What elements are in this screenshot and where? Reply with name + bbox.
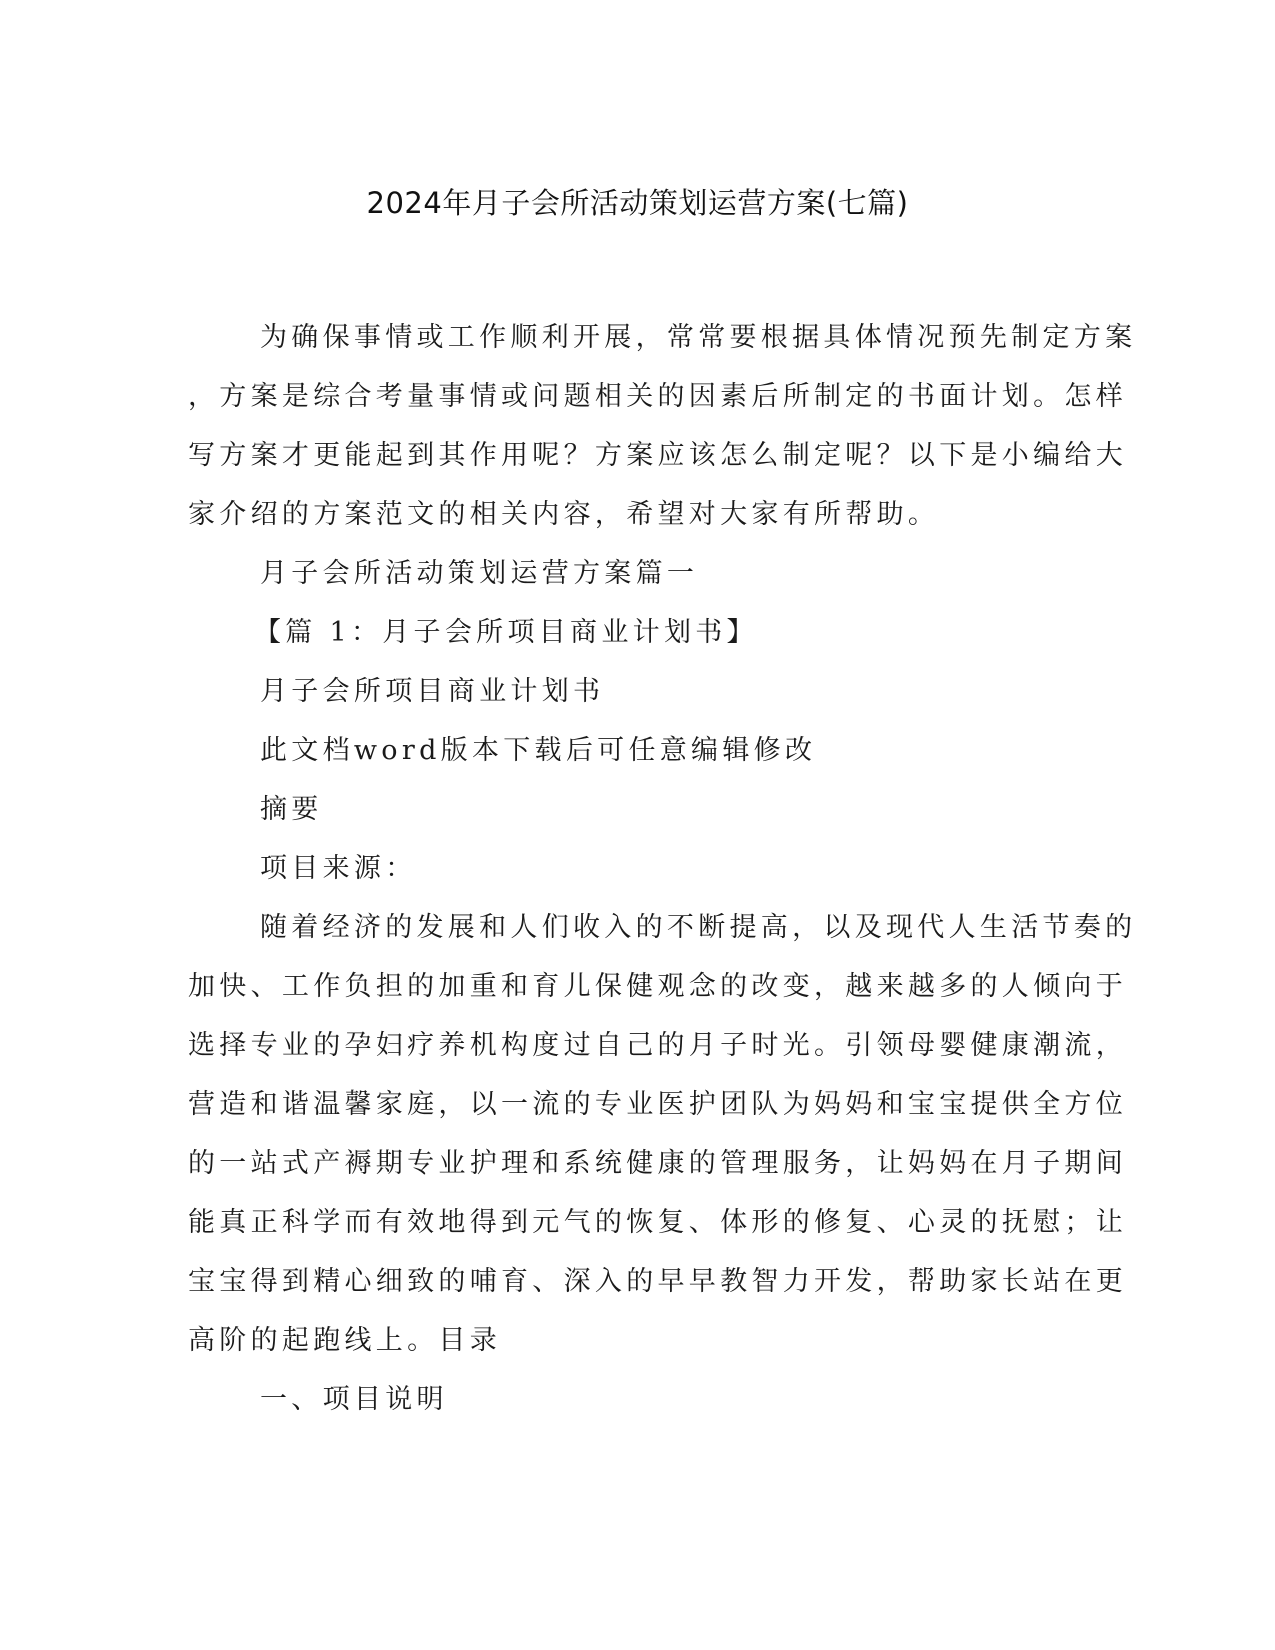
chapter-label: 【篇 1：月子会所项目商业计划书】 <box>254 617 758 648</box>
section-heading: 月子会所活动策划运营方案篇一 <box>260 558 699 589</box>
body-line-6: 能真正科学而有效地得到元气的恢复、体形的修复、心灵的抚慰；让 <box>188 1207 1127 1238</box>
body-line-5: 的一站式产褥期专业护理和系统健康的管理服务，让妈妈在月子期间 <box>188 1148 1127 1179</box>
body-line-3: 选择专业的孕妇疗养机构度过自己的月子时光。引领母婴健康潮流， <box>188 1030 1127 1061</box>
source-label: 项目来源： <box>260 853 417 884</box>
abstract-label: 摘要 <box>260 794 323 825</box>
intro-line-4: 家介绍的方案范文的相关内容，希望对大家有所帮助。 <box>188 499 940 530</box>
intro-line-3: 写方案才更能起到其作用呢？方案应该怎么制定呢？以下是小编给大 <box>188 440 1127 471</box>
edit-note: 此文档word版本下载后可任意编辑修改 <box>260 735 817 766</box>
body-line-2: 加快、工作负担的加重和育儿保健观念的改变，越来越多的人倾向于 <box>188 971 1127 1002</box>
body-line-8: 高阶的起跑线上。目录 <box>188 1325 501 1356</box>
intro-line-1: 为确保事情或工作顺利开展，常常要根据具体情况预先制定方案 <box>260 322 1137 353</box>
body-line-1: 随着经济的发展和人们收入的不断提高，以及现代人生活节奏的 <box>260 912 1137 943</box>
plan-title: 月子会所项目商业计划书 <box>260 676 605 707</box>
toc-item-1: 一、项目说明 <box>260 1384 448 1415</box>
document-title: 2024年月子会所活动策划运营方案(七篇) <box>366 186 909 220</box>
intro-line-2: ，方案是综合考量事情或问题相关的因素后所制定的书面计划。怎样 <box>188 381 1127 412</box>
body-line-7: 宝宝得到精心细致的哺育、深入的早早教智力开发，帮助家长站在更 <box>188 1266 1127 1297</box>
body-line-4: 营造和谐温馨家庭，以一流的专业医护团队为妈妈和宝宝提供全方位 <box>188 1089 1127 1120</box>
